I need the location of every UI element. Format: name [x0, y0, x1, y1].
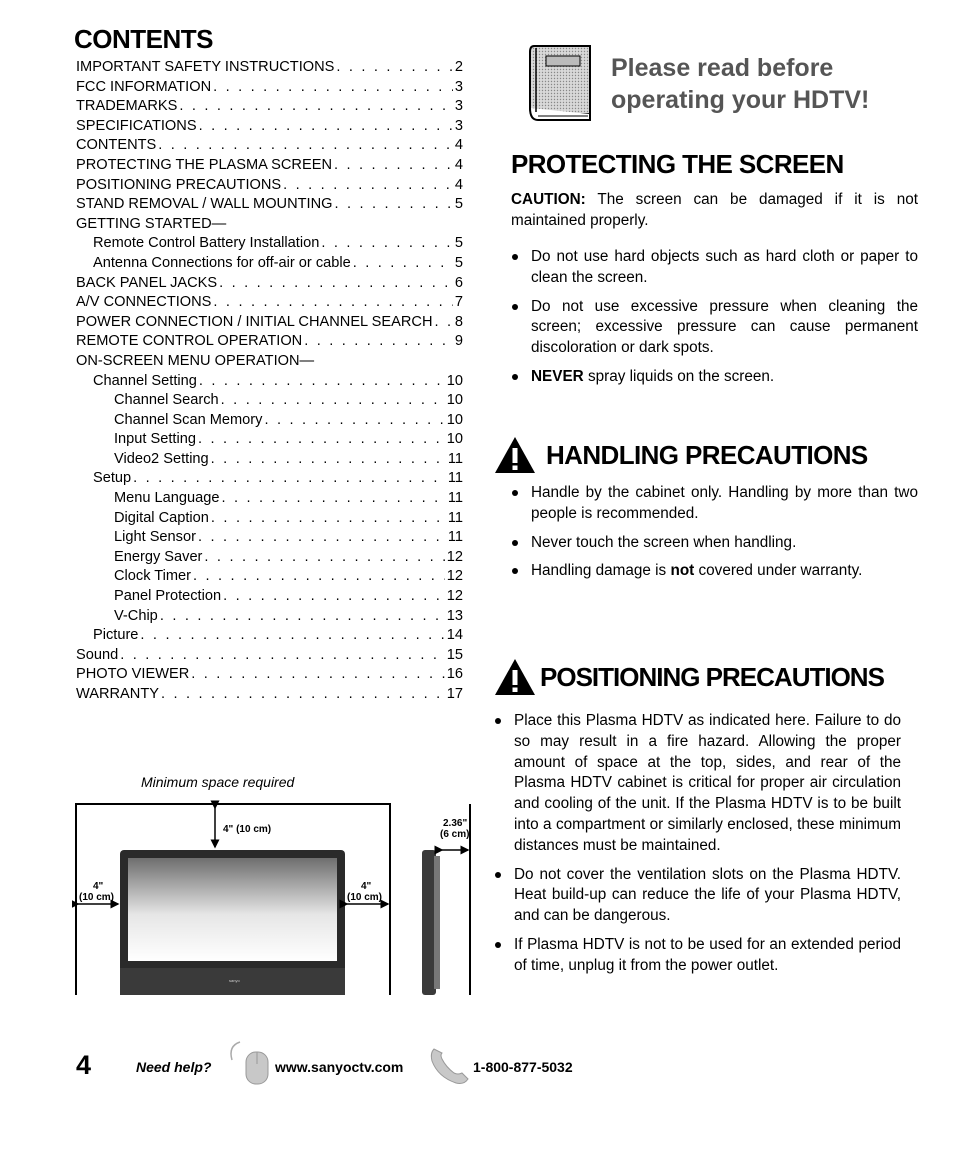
toc-entry — [76, 608, 463, 628]
caution-label: CAUTION: — [511, 191, 586, 208]
toc-leader-dots — [140, 627, 444, 643]
clearance-diagram — [72, 800, 482, 996]
toc-entry-title: Channel Search — [114, 392, 219, 409]
toc-entry-page: 15 — [446, 646, 463, 663]
toc-entry-page: 4 — [454, 137, 463, 154]
toc-entry-page: 4 — [454, 156, 463, 173]
toc-entry — [76, 294, 463, 314]
toc-entry-page: 3 — [454, 98, 463, 115]
tv-side-illustration — [422, 850, 440, 995]
toc-entry-page: 16 — [446, 666, 463, 683]
notice-line-2: operating your HDTV! — [611, 86, 870, 114]
page-number: 4 — [76, 1050, 92, 1080]
toc-entry — [76, 549, 463, 569]
toc-entry-page: 3 — [454, 117, 463, 134]
positioning-heading: POSITIONING PRECAUTIONS — [540, 661, 884, 692]
toc-entry-page: 10 — [446, 372, 463, 389]
list-item — [511, 561, 918, 582]
toc-entry — [76, 373, 463, 393]
manual-book-icon — [526, 44, 594, 122]
toc-entry-title: IMPORTANT SAFETY INSTRUCTIONS — [76, 59, 335, 75]
caution-text: The screen can be damaged if it is not maintained properly. — [511, 191, 918, 229]
toc-leader-dots — [335, 196, 453, 212]
toc-leader-dots — [283, 177, 453, 193]
toc-entry-page: 3 — [454, 78, 463, 95]
toc-entry-title: WARRANTY — [76, 686, 159, 702]
read-before-notice — [611, 52, 869, 116]
toc-entry-title: FCC INFORMATION — [76, 78, 212, 95]
toc-entry-page: 11 — [447, 529, 463, 546]
toc-entry-title: CONTENTS — [76, 137, 157, 154]
list-item: Do not use hard objects such as hard cloth or paper to clean the screen. — [511, 247, 918, 289]
toc-entry — [76, 216, 463, 236]
toc-entry — [76, 431, 463, 451]
toc-leader-dots — [199, 373, 445, 389]
toc-entry-page: 14 — [446, 627, 463, 644]
positioning-bullets — [494, 711, 901, 985]
toc-leader-dots — [219, 275, 453, 291]
toc-leader-dots — [213, 79, 453, 95]
toc-entry — [76, 79, 463, 99]
protecting-screen-heading: PROTECTING THE SCREEN — [511, 149, 844, 179]
toc-entry — [76, 177, 463, 197]
contents-heading: CONTENTS — [74, 24, 213, 54]
toc-leader-dots — [221, 392, 445, 408]
toc-entry-page: 13 — [446, 607, 463, 624]
toc-entry — [76, 588, 463, 608]
toc-entry — [76, 568, 463, 588]
toc-entry — [76, 490, 463, 510]
toc-entry — [76, 686, 463, 706]
handling-heading: HANDLING PRECAUTIONS — [546, 439, 868, 470]
toc-entry-title: Energy Saver — [114, 548, 203, 565]
toc-entry-title: V-Chip — [114, 607, 158, 624]
list-item: Handle by the cabinet only. Handling by more than two people is recommended. — [511, 483, 918, 525]
top-clearance-label: 4" (10 cm) — [223, 824, 272, 835]
toc-leader-dots — [179, 98, 453, 114]
toc-entry — [76, 118, 463, 138]
toc-leader-dots — [213, 294, 452, 310]
toc-entry — [76, 314, 463, 334]
toc-entry-title: Input Setting — [114, 431, 196, 448]
mouse-icon — [226, 1040, 270, 1086]
toc-entry-title: Video2 Setting — [114, 450, 209, 467]
toc-entry-title: Light Sensor — [114, 529, 196, 546]
toc-entry — [76, 451, 463, 471]
toc-entry-page: 4 — [454, 176, 463, 193]
toc-leader-dots — [336, 59, 452, 75]
list-item: Do not cover the ventilation slots on the Plasma HDTV. Heat build-up can reduce the life of your Plasma HDTV, and can be dangerous. — [494, 865, 901, 927]
toc-leader-dots — [435, 314, 453, 330]
toc-entry-title: TRADEMARKS — [76, 98, 178, 115]
toc-entry-page: 12 — [446, 568, 463, 585]
toc-leader-dots — [160, 608, 445, 624]
toc-entry-page: 2 — [454, 59, 463, 75]
toc-entry-title: SPECIFICATIONS — [76, 117, 197, 134]
list-item-text: Handling damage is — [531, 562, 671, 580]
toc-entry-page: 11 — [447, 509, 463, 526]
toc-entry — [76, 255, 463, 275]
toc-entry — [76, 647, 463, 667]
telephone-icon — [428, 1045, 470, 1087]
toc-leader-dots — [161, 686, 445, 702]
toc-entry-page: 5 — [454, 235, 463, 252]
caution-paragraph — [511, 190, 918, 232]
toc-entry — [76, 59, 463, 79]
diagram-caption: Minimum space required — [141, 774, 295, 790]
toc-entry — [76, 529, 463, 549]
toc-entry-page: 11 — [447, 490, 463, 507]
right-clearance-cm: (10 cm) — [347, 892, 383, 903]
toc-entry-title: Channel Scan Memory — [114, 411, 263, 428]
toc-leader-dots — [193, 568, 445, 584]
notice-line-1: Please read before — [611, 54, 834, 82]
left-clearance-inches: 4" — [93, 881, 104, 892]
list-item: Place this Plasma HDTV as indicated here. Failure to do so may result in a fire hazard. Allowing the proper amount of space at the top, sides, and rear of the Plasma HDTV cabinet is critical for proper air circulation and cooling of the unit. If the Plasma HDTV is to be built into a compartment or similarly enclosed, these minimum distances must be maintained. — [494, 711, 901, 857]
list-item-text: covered under warranty. — [694, 562, 863, 580]
toc-leader-dots — [204, 549, 444, 565]
toc-entry-page: 12 — [446, 588, 463, 605]
toc-entry — [76, 98, 463, 118]
toc-leader-dots — [211, 451, 446, 467]
toc-entry-title: GETTING STARTED— — [76, 215, 227, 232]
toc-entry-page: 10 — [446, 431, 463, 448]
svg-text:sanyo: sanyo — [229, 978, 240, 983]
toc-leader-dots — [198, 529, 446, 545]
list-item: Never touch the screen when handling. — [511, 533, 918, 554]
handling-bullets — [511, 483, 918, 590]
toc-entry-title: Setup — [93, 470, 132, 487]
toc-entry — [76, 275, 463, 295]
warning-icon — [494, 658, 536, 696]
not-emphasis: not — [670, 562, 695, 580]
toc-entry-page: 11 — [447, 470, 463, 487]
toc-entry-title: BACK PANEL JACKS — [76, 274, 218, 291]
toc-leader-dots — [321, 235, 453, 251]
toc-entry-page: 10 — [446, 411, 463, 428]
toc-entry-title: Clock Timer — [114, 568, 192, 585]
toc-entry-page: 7 — [454, 294, 463, 311]
toc-entry-title: Panel Protection — [114, 588, 222, 605]
toc-entry-title: Digital Caption — [114, 509, 209, 526]
toc-entry-page: 9 — [454, 333, 463, 350]
toc-entry — [76, 235, 463, 255]
toc-leader-dots — [304, 333, 453, 349]
toc-entry-title: Menu Language — [114, 490, 220, 507]
toc-entry-page: 6 — [454, 274, 463, 291]
toc-leader-dots — [158, 137, 453, 153]
toc-entry-title: PROTECTING THE PLASMA SCREEN — [76, 156, 332, 173]
toc-leader-dots — [334, 157, 453, 173]
toc-leader-dots — [264, 412, 444, 428]
toc-entry-page: 12 — [446, 548, 463, 565]
toc-entry-page: 11 — [447, 450, 463, 467]
toc-entry — [76, 412, 463, 432]
list-item: Do not use excessive pressure when cleaning the screen; excessive pressure can cause permanent discoloration or dark spots. — [511, 297, 918, 359]
toc-entry-title: Channel Setting — [93, 372, 197, 389]
tv-front-illustration — [120, 850, 345, 995]
list-item-text: spray liquids on the screen. — [583, 367, 775, 385]
toc-leader-dots — [133, 470, 446, 486]
positioning-heading-row — [494, 658, 884, 696]
toc-entry — [76, 392, 463, 412]
toc-entry — [76, 470, 463, 490]
toc-entry-title: Antenna Connections for off-air or cable — [93, 254, 351, 271]
list-item — [511, 367, 918, 388]
toc-entry — [76, 196, 463, 216]
toc-entry-title: Picture — [93, 627, 139, 644]
right-clearance-inches: 4" — [361, 881, 372, 892]
toc-entry-title: ON-SCREEN MENU OPERATION— — [76, 352, 315, 369]
protecting-bullets — [511, 247, 918, 396]
toc-leader-dots — [191, 666, 445, 682]
toc-entry — [76, 137, 463, 157]
rear-clearance-inches: 2.36" — [443, 818, 468, 829]
toc-entry-page: 5 — [454, 254, 463, 271]
toc-leader-dots — [198, 431, 445, 447]
toc-entry-title: POWER CONNECTION / INITIAL CHANNEL SEARCH — [76, 313, 433, 330]
toc-entry-title: Sound — [76, 646, 119, 663]
toc-entry-title: PHOTO VIEWER — [76, 666, 190, 683]
toc-entry-title: STAND REMOVAL / WALL MOUNTING — [76, 196, 333, 213]
toc-entry-page: 5 — [454, 196, 463, 213]
toc-leader-dots — [223, 588, 445, 604]
table-of-contents — [76, 59, 463, 706]
left-clearance-cm: (10 cm) — [79, 892, 115, 903]
toc-leader-dots — [353, 255, 453, 271]
handling-heading-row — [494, 436, 868, 474]
toc-leader-dots — [199, 118, 453, 134]
website-link[interactable]: www.sanyoctv.com — [275, 1059, 404, 1075]
toc-entry-page: 8 — [454, 313, 463, 330]
toc-entry — [76, 627, 463, 647]
warning-icon — [494, 436, 536, 474]
toc-entry — [76, 510, 463, 530]
need-help-label: Need help? — [136, 1059, 212, 1075]
toc-entry — [76, 157, 463, 177]
toc-entry-title: A/V CONNECTIONS — [76, 294, 212, 311]
toc-entry-title: REMOTE CONTROL OPERATION — [76, 333, 303, 350]
support-phone: 1-800-877-5032 — [473, 1059, 573, 1075]
toc-leader-dots — [222, 490, 446, 506]
toc-entry-page: 17 — [446, 686, 463, 702]
toc-entry-title: Remote Control Battery Installation — [93, 235, 320, 252]
toc-leader-dots — [120, 647, 445, 663]
never-emphasis: NEVER — [531, 367, 584, 385]
list-item: If Plasma HDTV is not to be used for an extended period of time, unplug it from the power outlet. — [494, 935, 901, 977]
toc-entry-title: POSITIONING PRECAUTIONS — [76, 176, 282, 193]
toc-entry — [76, 353, 463, 373]
toc-entry — [76, 333, 463, 353]
rear-clearance-cm: (6 cm) — [440, 829, 470, 840]
toc-entry-page: 10 — [446, 392, 463, 409]
toc-leader-dots — [211, 510, 446, 526]
toc-entry — [76, 666, 463, 686]
